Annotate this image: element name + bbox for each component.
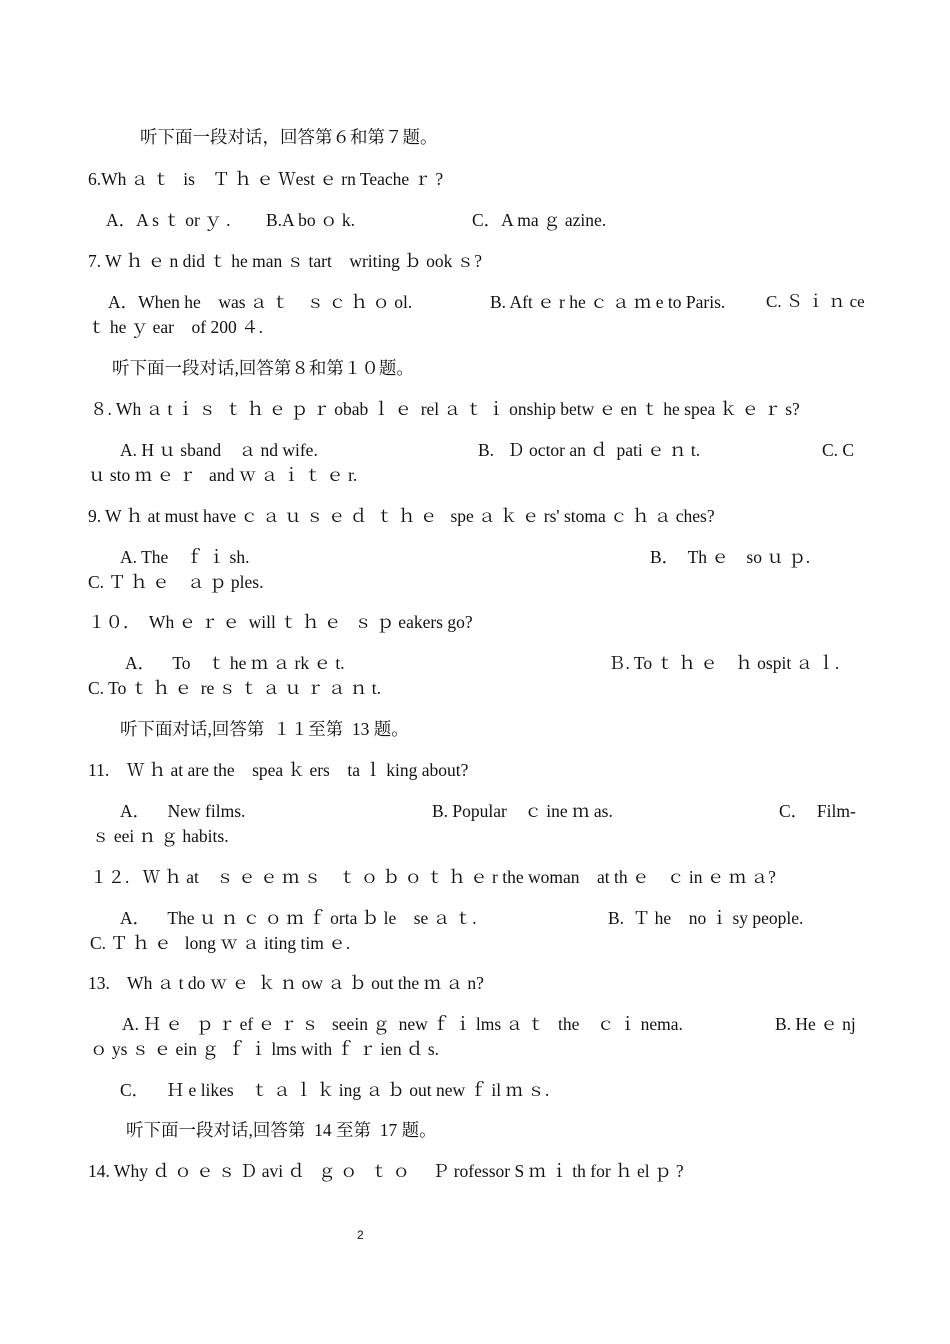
question-12: １２. Ｗ ｈ at ｓ ｅ ｅ ｍ ｓ ｔ ｏ ｂ ｏ ｔ ｈ ｅ r the woman at th ｅ ｃ in ｅ ｍ ａ?	[90, 867, 776, 887]
option-a: A. The ｆ ｉ sh.	[120, 547, 250, 567]
option-a: A．When he was ａ ｔ ｓ ｃ ｈ ｏ ol.	[108, 292, 413, 312]
option-b: B． Th ｅ so ｕ ｐ.	[650, 547, 811, 567]
option-a: A． New films.	[120, 801, 246, 821]
option-b: B. Popular ｃ ine ｍ as.	[432, 801, 613, 821]
option-c: C. Ｓ ｉ ｎ ce	[766, 292, 865, 311]
option-c-continued: ｕ sto ｍ ｅ ｒ and ｗ ａ ｉ ｔ ｅ r.	[88, 465, 358, 485]
option-c: C．A ma ｇ azine.	[472, 210, 607, 230]
option-b: Ｂ. To ｔ ｈ ｅ ｈ ospit ａ ｌ.	[608, 653, 840, 673]
section-instruction: 听下面一段对话,回答第 14 至第 17 题。	[126, 1120, 437, 1140]
option-c: C. Ｔ ｈ ｅ ａ ｐ ples.	[88, 572, 264, 592]
option-a: A. H ｕ sband ａ nd wife.	[120, 440, 318, 460]
option-b: B. Aft ｅ r he ｃ ａ ｍ e to Paris.	[490, 292, 726, 312]
option-c: C. To ｔ ｈ ｅ re ｓ ｔ ａ ｕ ｒ ａ ｎ t.	[88, 678, 382, 698]
option-a: A. Ｈ ｅ ｐ ｒ ef ｅ ｒ ｓ seein ｇ new ｆ ｉ lms ａ ｔ the ｃ ｉ nema.	[122, 1014, 683, 1034]
question-9: 9. W ｈ at must have ｃ ａ ｕ ｓ ｅ ｄ ｔ ｈ ｅ spe ａ ｋ ｅ rs' stoma ｃ ｈ ａ ches?	[88, 506, 715, 526]
question-10: １０． Wh ｅ ｒ ｅ will ｔ ｈ ｅ ｓ ｐ eakers go?	[88, 612, 473, 632]
option-b: B. He ｅ nj	[775, 1014, 856, 1034]
option-b-continued: ｏ ys ｓ ｅ ein ｇ ｆ ｉ lms with ｆ ｒ ien ｄ s.	[90, 1039, 440, 1059]
option-c: C． Film-	[779, 801, 856, 821]
question-13: 13. Wh ａ t do ｗ ｅ ｋ ｎ ow ａ ｂ out the ｍ ａ n?	[88, 973, 484, 993]
question-14: 14. Why ｄ ｏ ｅ ｓ Ｄ avi ｄ ｇ ｏ ｔ ｏ Ｐ rofessor S ｍ ｉ th for ｈ el ｐ ?	[88, 1161, 684, 1181]
option-a: A． The ｕ ｎ ｃ ｏ ｍ ｆ orta ｂ le se ａ ｔ.	[120, 908, 477, 928]
option-c-continued: ｔ he ｙ ear of 200 ４.	[88, 317, 263, 337]
question-7: 7. W ｈ ｅ n did ｔ he man ｓ tart writing ｂ ook ｓ?	[88, 251, 483, 271]
option-b: B. Ｄ octor an ｄ pati ｅ ｎ t.	[478, 440, 701, 460]
question-8: ８. Wh ａ t ｉ ｓ ｔ ｈ ｅ ｐ ｒ obab ｌ ｅ rel ａ ｔ ｉ onship betw ｅ en ｔ he spea ｋ ｅ ｒ s?	[90, 399, 800, 419]
section-instruction: 听下面对话,回答第 １１至第 13 题。	[120, 719, 409, 739]
section-instruction: 听下面一段对话，回答第６和第７题。	[140, 127, 438, 147]
question-11: 11. Ｗ ｈ at are the spea ｋ ers ta ｌ king about?	[88, 760, 469, 780]
question-6: 6.Wh ａ ｔ is Ｔ ｈ ｅ Ｗest ｅ rn Teache ｒ ?	[88, 169, 444, 189]
option-b: B.A bo ｏ k.	[266, 210, 355, 230]
option-c: C. C	[822, 440, 855, 460]
option-c: C. Ｔ ｈ ｅ long ｗ ａ iting tim ｅ.	[90, 933, 351, 953]
option-c-continued: ｓ eei ｎ ｇ habits.	[92, 826, 229, 846]
option-c: C． Ｈ e likes ｔ ａ ｌ ｋ ing ａ ｂ out new ｆ il ｍ ｓ.	[120, 1080, 550, 1100]
option-b: B. Ｔ he no ｉ sy people.	[608, 908, 804, 928]
option-a: A． To ｔ he ｍ ａ rk ｅ t.	[125, 653, 345, 673]
page-number: 2	[357, 1228, 364, 1242]
option-a: A．A s ｔ or ｙ .	[106, 210, 231, 230]
section-instruction: 听下面一段对话,回答第８和第１０题。	[112, 358, 414, 378]
